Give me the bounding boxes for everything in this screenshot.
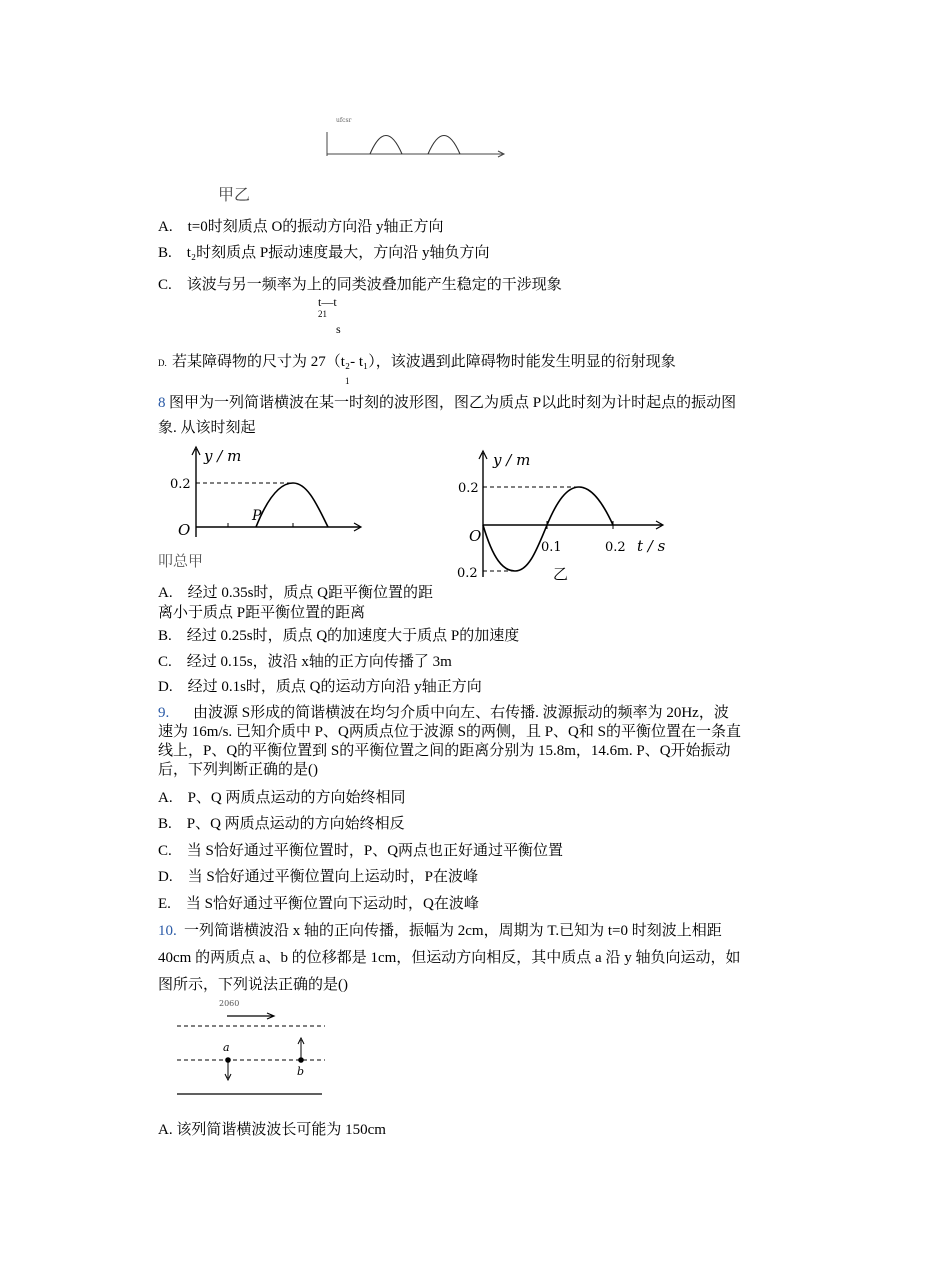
graph-yi-x-tick-1: 0.1 bbox=[541, 540, 562, 555]
q10-label-b: b bbox=[297, 1065, 305, 1078]
top-wave-figure bbox=[320, 112, 520, 162]
q10-figure bbox=[175, 998, 330, 1098]
q9-stem-line2: 速为 16m/s. 已知介质中 P、Q两质点位于波源 S的两侧，且 P、Q和 S的平衡位置在一条直 bbox=[158, 724, 741, 740]
q8-stem-line1: 图甲为一列简谐横波在某一时刻的波形图，图乙为质点 P以此时刻为计时起点的振动图 bbox=[169, 395, 737, 411]
graph-yi bbox=[457, 449, 672, 584]
fraction-top: t—t bbox=[318, 295, 337, 309]
q8-option-b: B. 经过 0.25s时，质点 Q的加速度大于质点 P的加速度 bbox=[158, 628, 520, 644]
q7-option-d-prefix: D. bbox=[158, 358, 167, 368]
q9-option-b: B. P、Q 两质点运动的方向始终相反 bbox=[158, 816, 405, 832]
q10-option-a: A. 该列简谐横波波长可能为 150cm bbox=[158, 1122, 386, 1138]
graph-jia bbox=[168, 447, 368, 547]
q10-figure-top-label: 2060 bbox=[219, 999, 240, 1008]
q9-option-d: D. 当 S恰好通过平衡位置向上运动时，P在波峰 bbox=[158, 869, 479, 885]
q10-label-a: a bbox=[223, 1041, 230, 1054]
graph-jia-origin: O bbox=[178, 521, 191, 539]
top-wave-ylabel: ufcsr bbox=[336, 117, 352, 124]
q8-option-d: D. 经过 0.1s时，质点 Q的运动方向沿 y轴正方向 bbox=[158, 679, 482, 695]
q8-option-a: A. 经过 0.35s时，质点 Q距平衡位置的距 bbox=[158, 585, 434, 601]
q8-figure-caption: 叩总甲 bbox=[158, 554, 204, 570]
q9-option-a: A. P、Q 两质点运动的方向始终相同 bbox=[158, 790, 406, 806]
q9-option-c: C. 当 S恰好通过平衡位置时，P、Q两点也正好通过平衡位置 bbox=[158, 843, 564, 859]
q9-stem-line3: 线上，P、Q的平衡位置到 S的平衡位置之间的距离分别为 15.8m，14.6m. P、Q开始振动 bbox=[158, 743, 731, 759]
graph-yi-x-tick-2: 0.2 bbox=[605, 540, 626, 555]
graph-yi-caption: 乙 bbox=[553, 565, 569, 583]
q8-stem-line2: 象. 从该时刻起 bbox=[158, 420, 256, 436]
q8-number: 8 bbox=[158, 395, 166, 411]
graph-yi-y-tick-top: 0.2 bbox=[458, 481, 479, 496]
figure-caption-jia-yi: 甲乙 bbox=[218, 187, 251, 204]
graph-jia-ylabel: y / m bbox=[204, 447, 242, 465]
graph-yi-y-tick-bottom: 0.2 bbox=[457, 566, 478, 581]
q7-option-a: A. t=0时刻质点 O的振动方向沿 y轴正方向 bbox=[158, 219, 444, 235]
q10-stem-line1: 一列简谐横波沿 x 轴的正向传播，振幅为 2cm，周期为 T.已知为 t=0 时刻波上相距 bbox=[184, 923, 722, 939]
q10-stem-line2: 40cm 的两质点 a、b 的位移都是 1cm，但运动方向相反，其中质点 a 沿 y 轴负向运动，如 bbox=[158, 950, 741, 966]
graph-yi-origin: O bbox=[469, 527, 482, 545]
q10-stem-line3: 图所示，下列说法正确的是() bbox=[158, 977, 348, 993]
q8-option-a-cont: 离小于质点 P距平衡位置的距离 bbox=[158, 605, 366, 621]
q7-option-c: C. 该波与另一频率为上的同类波叠加能产生稳定的干涉现象 bbox=[158, 277, 562, 293]
fraction-sub: 21 bbox=[318, 309, 327, 319]
q9-stem-line4: 后，下列判断正确的是() bbox=[158, 762, 318, 778]
q10-number: 10. bbox=[158, 923, 177, 939]
graph-jia-point-p: P bbox=[252, 508, 262, 524]
graph-jia-y-tick: 0.2 bbox=[170, 477, 191, 492]
q7-option-b: B. t₂时刻质点 P振动速度最大，方向沿 y轴负方向 bbox=[158, 245, 490, 261]
q7-option-d-subscript: 1 bbox=[345, 376, 350, 386]
q9-number: 9. bbox=[158, 705, 170, 721]
q9-option-e: E. 当 S恰好通过平衡位置向下运动时，Q在波峰 bbox=[158, 896, 479, 912]
graph-yi-xlabel: t / s bbox=[637, 537, 666, 555]
q8-option-c: C. 经过 0.15s，波沿 x轴的正方向传播了 3m bbox=[158, 654, 452, 670]
graph-yi-ylabel: y / m bbox=[493, 451, 531, 469]
fraction-bottom: s bbox=[336, 322, 341, 336]
q9-stem-line1: 由波源 S形成的简谐横波在均匀介质中向左、右传播. 波源振动的频率为 20Hz，波 bbox=[193, 705, 729, 721]
q7-option-d: 若某障碍物的尺寸为 27（t₂- t₁），该波遇到此障碍物时能发生明显的衍射现象 bbox=[172, 354, 676, 370]
